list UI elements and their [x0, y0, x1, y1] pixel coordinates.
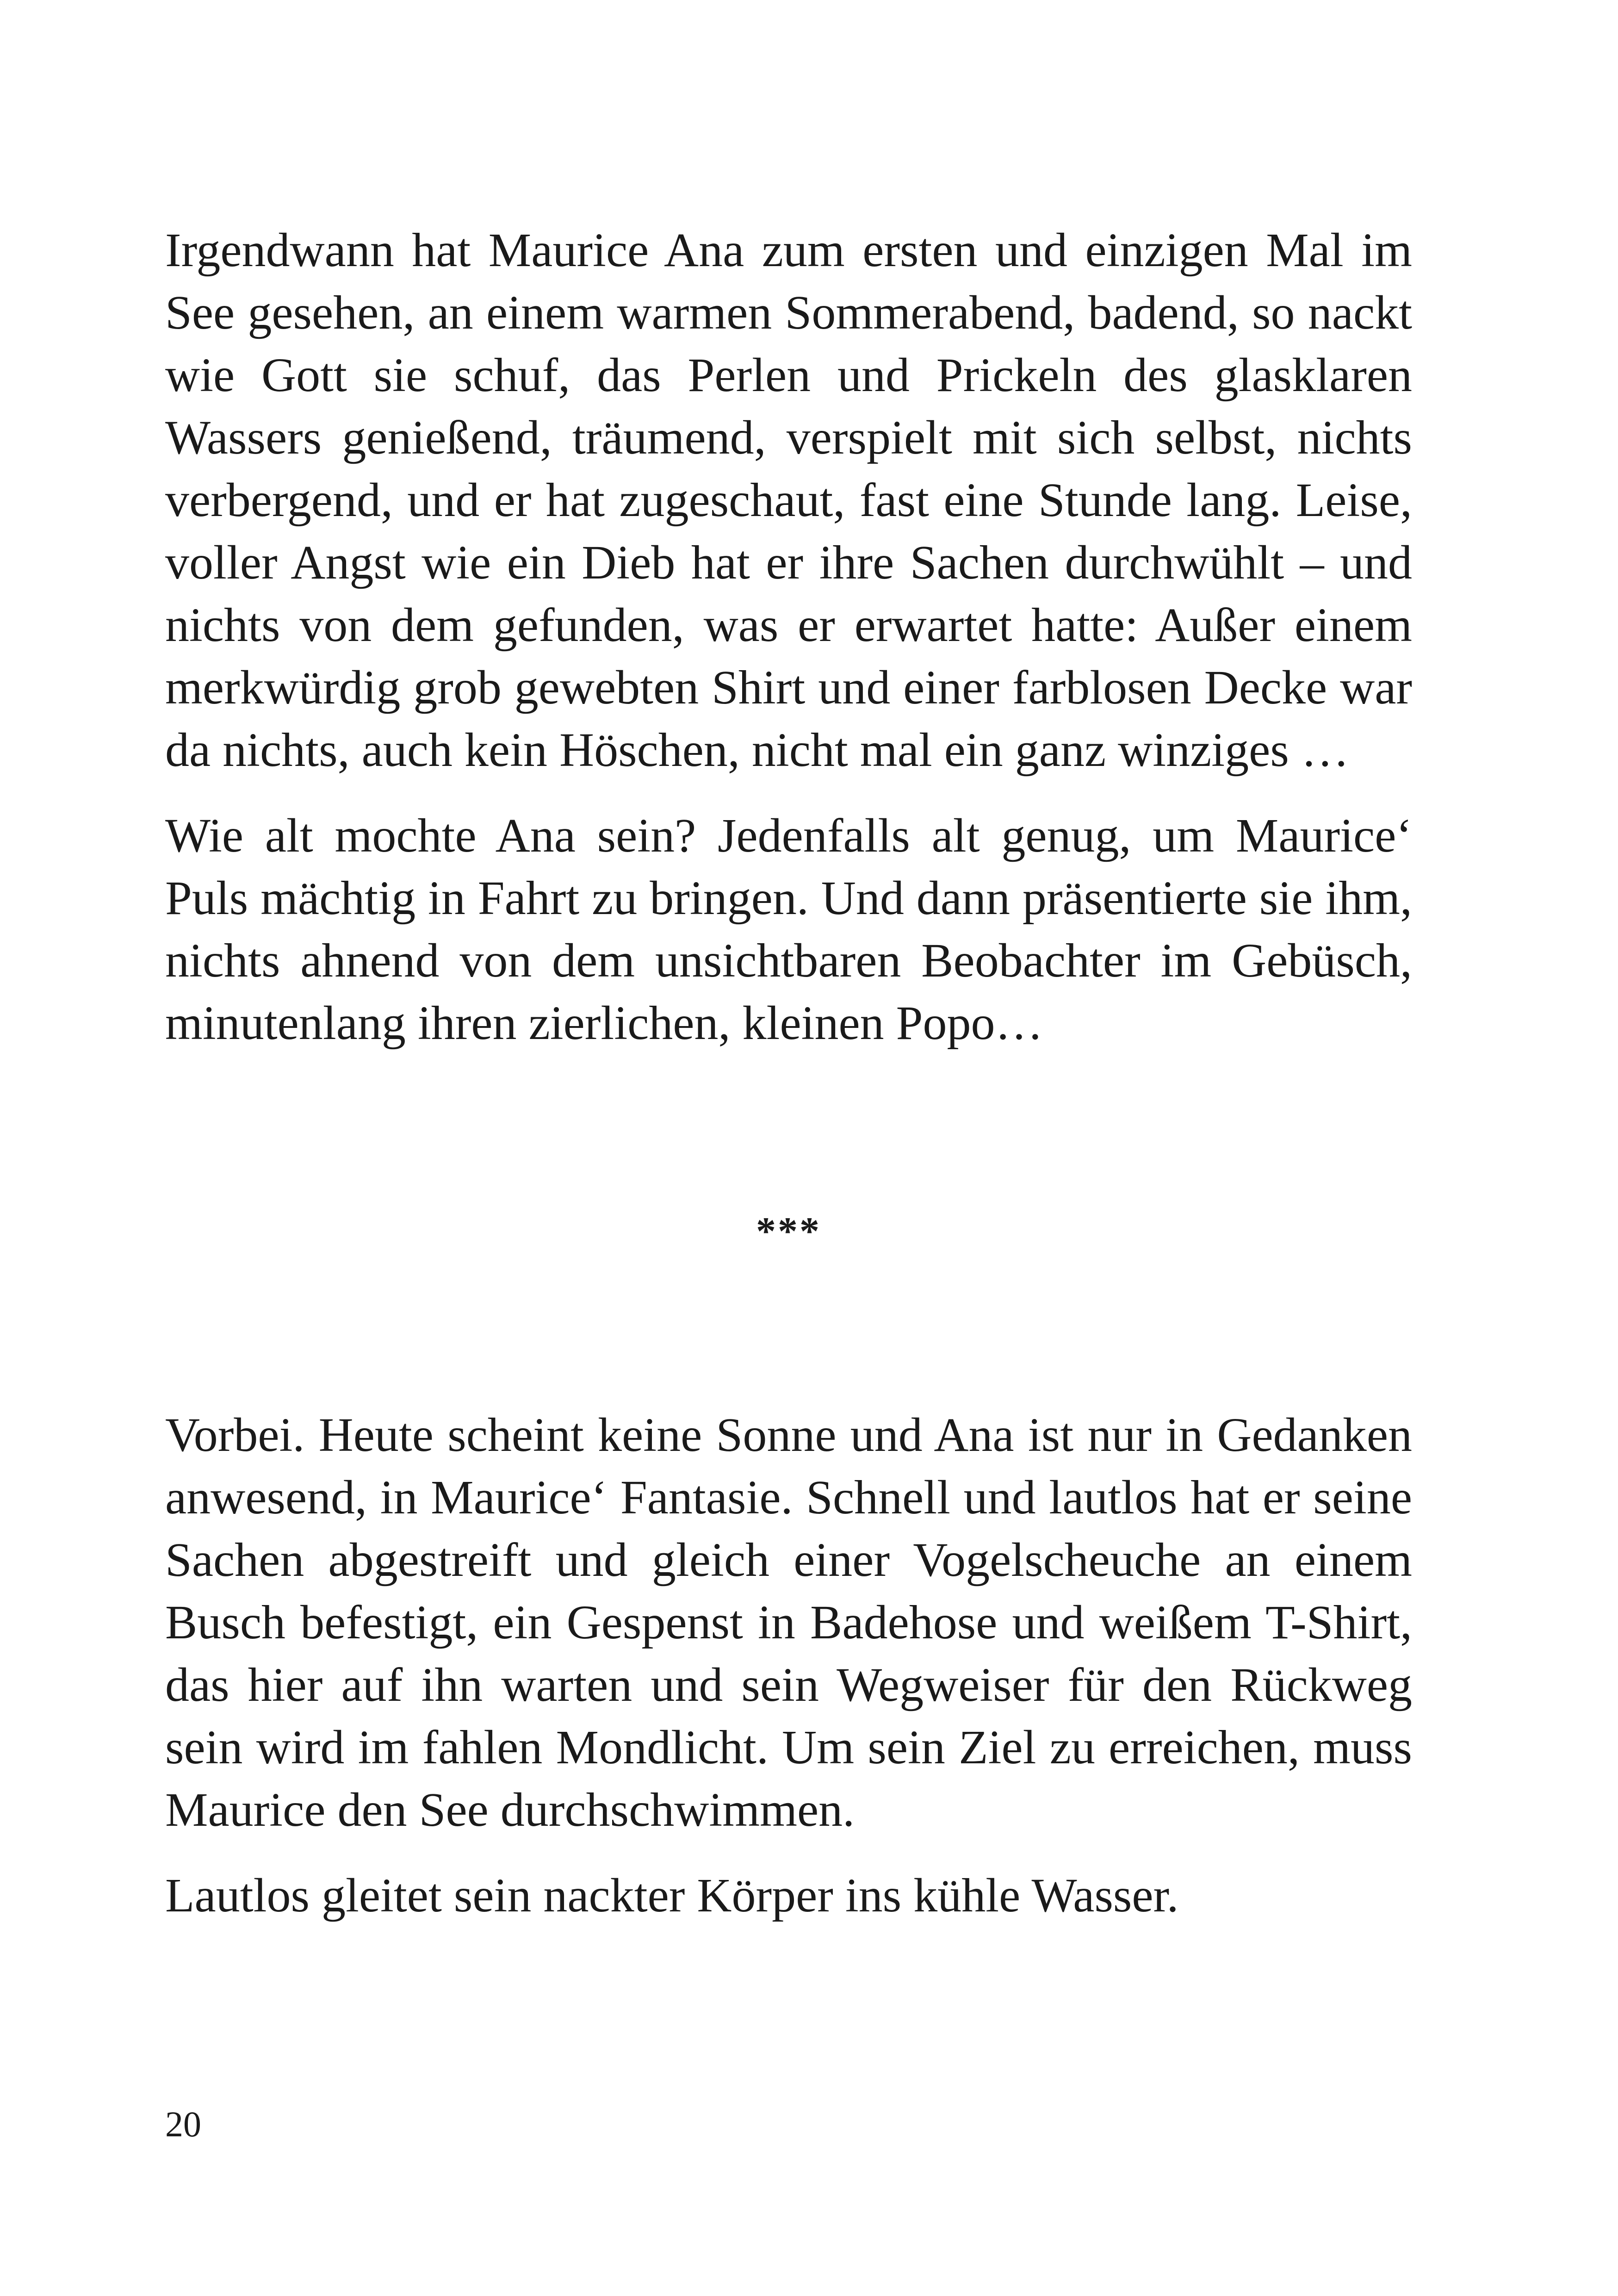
- page-number: 20: [165, 2104, 201, 2144]
- section-break: ***: [756, 1209, 821, 1253]
- text-block-after-break: [165, 1404, 1412, 1927]
- paragraph: Wie alt mochte Ana sein? Jedenfalls alt genug, um Maurice‘ Puls mächtig in Fahrt zu bringen. Und dann präsentierte sie ihm, nichts ahnend von dem unsichtbaren Beobachter im Gebüsch, minutenlang ihren zierlichen, kleinen Popo…: [165, 809, 1412, 1050]
- paragraph: Lautlos gleitet sein nackter Körper ins kühle Wasser.: [165, 1869, 1179, 1922]
- paragraph: Vorbei. Heute scheint keine Sonne und Ana ist nur in Gedanken anwesend, in Maurice‘ Fantasie. Schnell und lautlos hat er seine Sachen abgestreift und gleich einer Vogelscheuche an einem Busch befestigt, ein Gespenst in Badehose und weißem T-Shirt, das hier auf ihn warten und sein Wegweiser für den Rückweg sein wird im fahlen Mondlicht. Um sein Ziel zu erreichen, muss Maurice den See durchschwimmen.: [165, 1408, 1412, 1836]
- text-block-before-break: [165, 219, 1412, 1054]
- paragraph: Irgendwann hat Maurice Ana zum ersten und einzigen Mal im See gesehen, an einem warmen Sommerabend, badend, so nackt wie Gott sie schuf, das Perlen und Prickeln des glasklaren Wassers genießend, träumend, verspielt mit sich selbst, nichts verbergend, und er hat zugeschaut, fast eine Stunde lang. Leise, voller Angst wie ein Dieb hat er ihre Sachen durchwühlt – und nichts von dem gefunden, was er erwartet hatte: Außer einem merkwürdig grob gewebten Shirt und einer farblosen Decke war da nichts, auch kein Höschen, nicht mal ein ganz winziges …: [165, 224, 1412, 777]
